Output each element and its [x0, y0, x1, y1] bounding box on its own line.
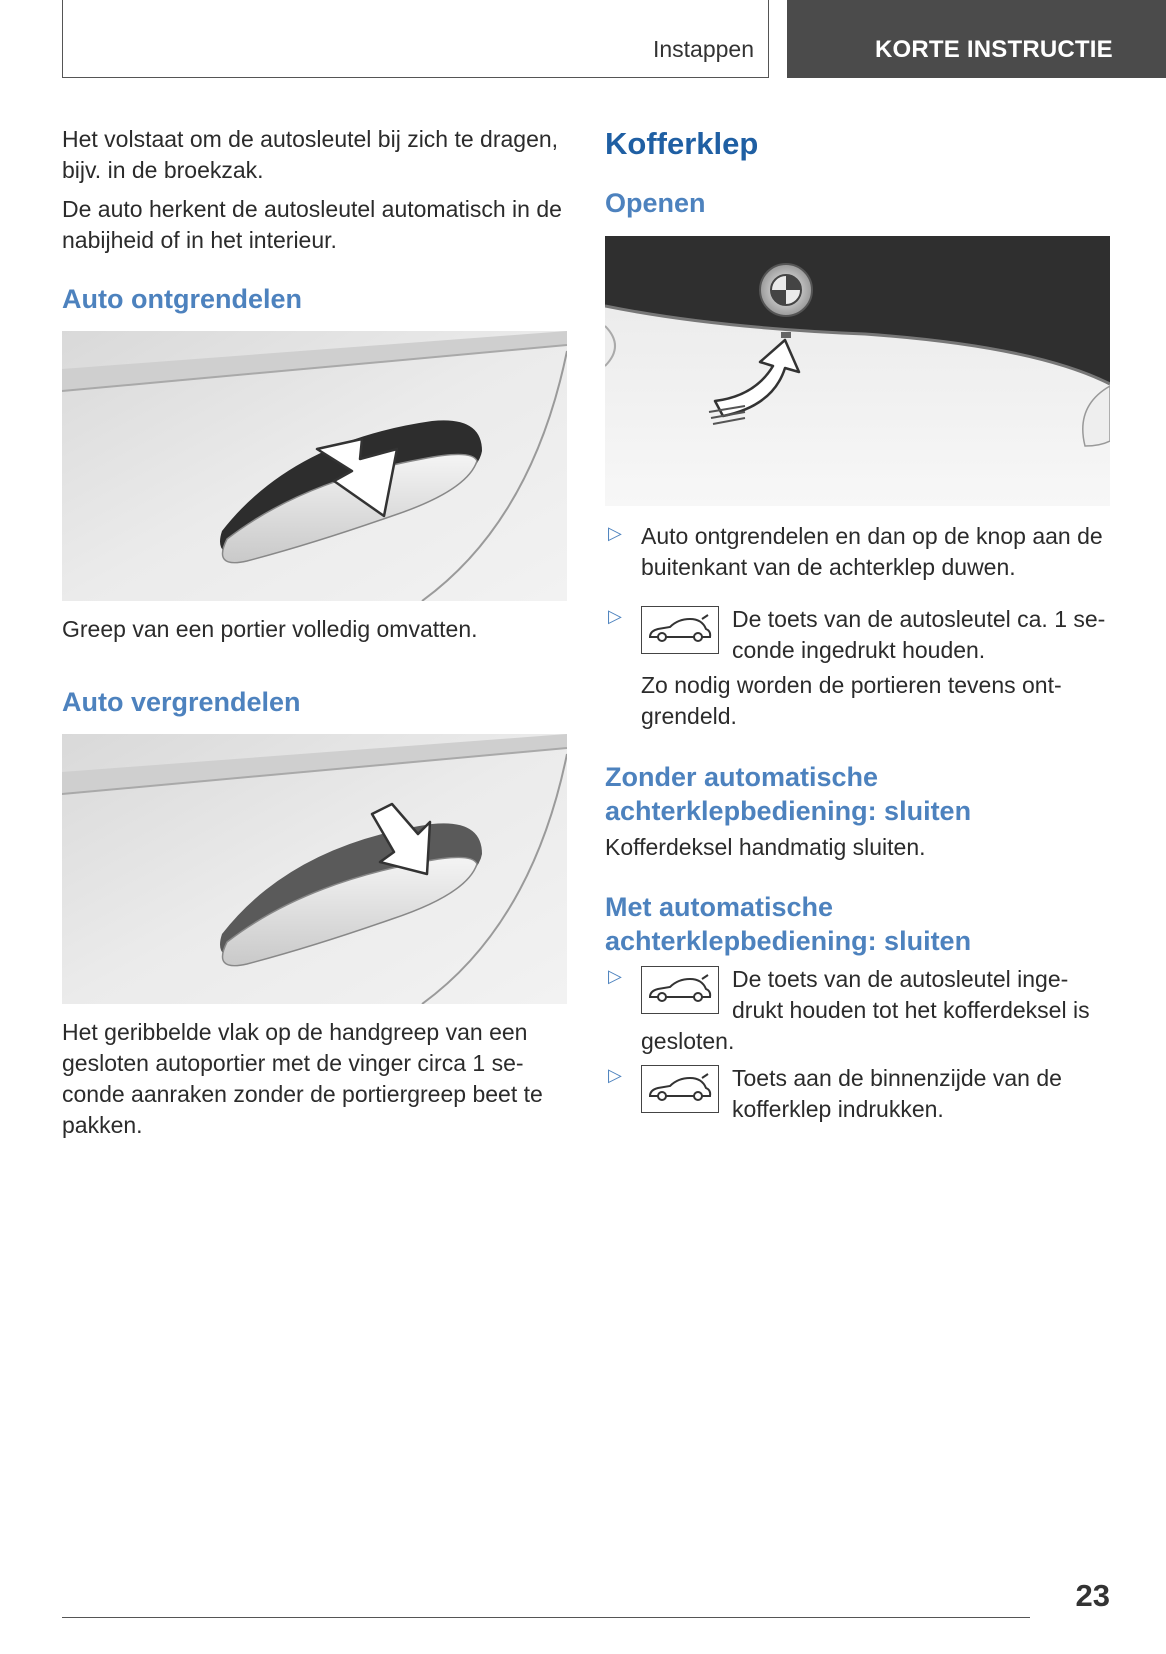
- car-trunk-key-icon: [641, 966, 719, 1014]
- trunk-title: Kofferklep: [605, 126, 759, 161]
- close-without-automatic-text: Kofferdeksel handmatig sluiten.: [605, 834, 926, 860]
- trunk-button-illustration: [605, 236, 1110, 506]
- close-step-1: [605, 964, 1110, 1057]
- header-section-title: Instappen: [652, 36, 754, 62]
- triangle-right-icon: ▷: [608, 966, 622, 986]
- door-handle-unlock-illustration: [62, 331, 567, 601]
- open-heading: Openen: [605, 188, 706, 218]
- right-column: [605, 124, 1110, 1125]
- open-step-1: [605, 521, 1110, 583]
- close-step-2: [605, 1063, 1110, 1125]
- triangle-right-icon: ▷: [608, 523, 622, 543]
- intro-paragraph-2: De auto herkent de autosleutel automatisch in de nabijheid of in het interieur.: [62, 196, 562, 253]
- triangle-right-icon: ▷: [608, 1065, 622, 1085]
- page-number: 23: [1075, 1578, 1110, 1613]
- close-step-2-text: Toets aan de binnenzijde van de kofferklep indrukken.: [732, 1065, 1062, 1122]
- close-without-automatic-heading: Zonder automatische achterklepbediening: sluiten: [605, 762, 972, 826]
- unlock-instruction: Greep van een portier volledig omvatten.: [62, 616, 478, 642]
- footer-divider: [62, 1617, 1030, 1618]
- unlock-heading: Auto ontgrendelen: [62, 284, 302, 314]
- door-handle-lock-illustration: [62, 734, 567, 1004]
- lock-heading: Auto vergrendelen: [62, 687, 301, 717]
- close-step-1-text: De toets van de autosleutel inge‐ drukt houden tot het kofferdeksel is gesloten.: [641, 966, 1090, 1054]
- intro-paragraph-1: Het volstaat om de autosleutel bij zich te dragen, bijv. in de broekzak.: [62, 126, 559, 183]
- close-with-automatic-heading: Met automatische achterklepbediening: sluiten: [605, 892, 972, 956]
- triangle-right-icon: ▷: [608, 606, 622, 626]
- open-step-2: [605, 604, 1110, 666]
- left-column: [62, 124, 567, 1141]
- open-note: Zo nodig worden de portieren tevens ont‐ grendeld.: [641, 672, 1062, 729]
- car-trunk-key-icon: [641, 606, 719, 654]
- open-step-2-text: De toets van de autosleutel ca. 1 se‐ conde ingedrukt houden.: [732, 606, 1106, 663]
- header-chapter-tab: KORTE INSTRUCTIE: [787, 0, 1166, 78]
- lock-instruction: Het geribbelde vlak op de handgreep van een gesloten autoportier met de vinger circa 1 se‐ conde aanraken zonder de portiergreep beet te pakken.: [62, 1019, 543, 1138]
- open-step-1-text: Auto ontgrendelen en dan op de knop aan de buitenkant van de achterklep duwen.: [641, 523, 1103, 580]
- car-trunk-key-icon: [641, 1065, 719, 1113]
